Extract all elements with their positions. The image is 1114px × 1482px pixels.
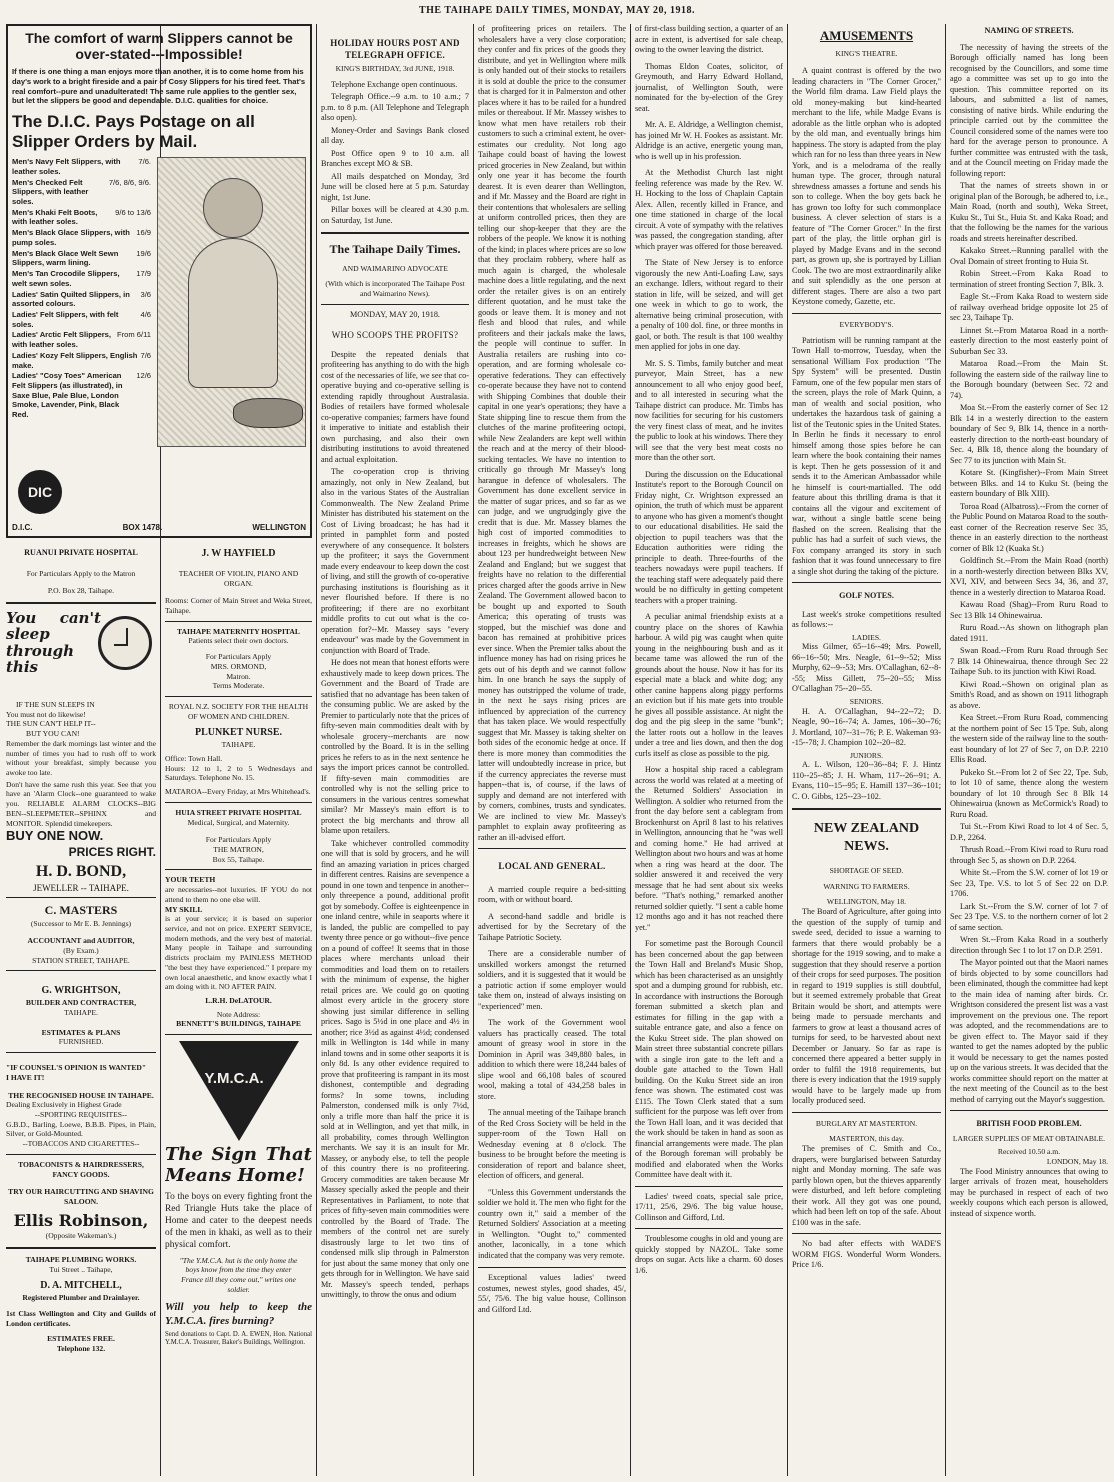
dic-item-price: 4/6 bbox=[140, 309, 152, 319]
plunket-title: PLUNKET NURSE. bbox=[194, 727, 283, 739]
counsel-l2: I HAVE IT! bbox=[6, 1072, 45, 1082]
column-7 bbox=[950, 24, 1108, 1478]
teeth-addr1: Note Address: bbox=[216, 1009, 261, 1019]
dic-item-price: 12/6 bbox=[136, 371, 152, 381]
section-sale-notice: of first-class building section, a quarter of an acre in extent, is advertised for sale cheap, owing to the owner leaving the district. bbox=[635, 24, 783, 54]
street-definition: Kakako Street.--Running parallel with the Oval Domain of street fronting to Huia St. bbox=[950, 246, 1108, 266]
editorial-p3: He does not mean that honest efforts were exhaustively made to keep down prices. The Government and the Board of Trade are satisfied that no advantage has been taken of the consuming public. We are asked by the Premier to particularly note that the prices of fifty-seven main commodities dealt with by wholesale grocery--merchants are now controlled by the Board. It is in the selling prices he refers to as in the next sentence he says the import prices cannot be controlled. If fifty-seven main commodities are controlled why is not the selling price to consumers in the various centres somewhat similar? Mr Massey's main effort is to protect the big merchants and throw all blame upon retailers. bbox=[321, 658, 469, 836]
local-general-item: A married couple require a bed-sitting room, with or without board. bbox=[478, 884, 626, 905]
teeth-l1: YOUR TEETH bbox=[165, 875, 216, 885]
robinson-l4: G.B.D., Barling, Loewe, B.B.B. Pipes, in Plain, Silver, or Gold-Mounted. bbox=[6, 1119, 156, 1139]
dic-item-price: From 6/11 bbox=[116, 330, 152, 340]
dic-item-price: 16/9 bbox=[136, 228, 152, 238]
dic-item-name: Men's Black Glace Welt Sewn Slippers, warm lining. bbox=[12, 248, 119, 268]
wrighton-l2: TAIHAPE. bbox=[64, 1008, 98, 1017]
column-rule bbox=[316, 24, 317, 1476]
dic-footer-name: D.I.C. bbox=[12, 522, 33, 532]
column-6 bbox=[792, 24, 941, 1478]
ymca-quote: "The Y.M.C.A. hut is the only home the boys know from the time they enter France till they come out," writes one soldier. bbox=[179, 1255, 298, 1294]
robinson-l6: TOBACONISTS & HAIRDRESSERS, FANCY GOODS. bbox=[18, 1159, 144, 1179]
ymca-headline: The Sign That Means Home! bbox=[165, 1144, 312, 1186]
dic-item-price: 17/9 bbox=[136, 269, 152, 279]
column-1 bbox=[6, 548, 156, 1478]
plunket-l3: Office: Town Hall. bbox=[165, 753, 223, 763]
seed-dateline: WELLINGTON, May 18. bbox=[826, 897, 907, 907]
dic-price-list bbox=[12, 157, 151, 447]
holiday-line: Post Office open 9 to 10 a.m. all Branches except MO & SB. bbox=[321, 148, 469, 169]
dic-item-name: Men's Tan Crocodile Slippers, welt sewn soles. bbox=[12, 269, 120, 288]
local-general-list bbox=[478, 885, 626, 1262]
plumbing-l2: Tui Street .. Taihape, bbox=[49, 1264, 113, 1274]
local-news-item: Mr. A. E. Aldridge, a Wellington chemist, has joined Mr W. H. Fookes as assistant. Mr. Aldridge is an active, energetic young man, who is well up in his profession. bbox=[635, 120, 783, 161]
sleep-line3: THE SUN CAN'T HELP IT-- bbox=[6, 719, 96, 729]
masters-l2: (By Exam.) bbox=[63, 946, 99, 956]
plunket-l4: Hours: 12 to 1, 2 to 5 Wednesdays and Saturdays. Telephone No. 15. bbox=[165, 763, 312, 783]
street-definition: White St.--From the S.W. corner of lot 19 or Sec 23, Tpe. V.S. to lot 5 of Sec 22 on D.P. 1706. bbox=[950, 868, 1108, 898]
coat-ad: Ladies' tweed coats, special sale price, 17/11, 25/6, 29/6. The big value house, Collinson and Gifford, Ltd. bbox=[635, 1191, 783, 1222]
plunket-l5: MATAROA--Every Friday, at Mrs Whitehead's. bbox=[165, 787, 311, 797]
golf-title: GOLF NOTES. bbox=[839, 591, 894, 601]
sleep-line1: IF THE SUN SLEEPS IN bbox=[16, 699, 95, 709]
ymca-red-triangle-icon bbox=[179, 1041, 299, 1141]
street-definition: Lark St.--From the S.W. corner of lot 7 of Sec 23 Tpe. V.S. to the northern corner of lot 2 of same section. bbox=[950, 901, 1108, 932]
masters-succ: (Successor to Mr E. B. Jennings) bbox=[30, 918, 132, 928]
local-news-item: For sometime past the Borough Council has been concerned about the gap between the Town Hall and Breland's Music Shop, which has been characterised as an unsightly spot and a dumping ground for rubbish, etc. In accordance with instructions the Borough foreman submitted a sketch plan and estimates for filling in the gap with a suitable entrance gate, and also a fence on the Kuku Street side. The plan showed on Main street three substantial concrete pillars with a single iron gate to the left and a double gate attached to the Town Hall building. On the Kuku Street side an iron fence was shown. The estimated cost was £115. The Town Clerk stated that a sum sufficient for the purpose was left over from the Town Hall loan, and it was decided that the work should be taken in hand as soon as financial arrangements were made. The plan of the Borough foreman will probably be modified and elaborated when the Works Committee have dealt with it. bbox=[635, 939, 783, 1179]
burglary-title: BURGLARY AT MASTERTON. bbox=[815, 1118, 918, 1128]
kings-theatre: KING'S THEATRE. bbox=[835, 48, 898, 58]
plumbing-l5: ESTIMATES FREE. bbox=[47, 1334, 115, 1344]
sleep-line4: BUT YOU CAN! bbox=[26, 729, 80, 739]
editorial-continued: of profiteering prices on retailers. The wholesalers have a very close corporation; they confer and fix prices of the goods they distribute, and yet in Wellington where milk is only handed out of their stocks to retailers it is sold at double the price to the consumer that is charged for it in Palmerston and other places where it has to be railed for a hundred miles or thereabout. If Mr. Massey wishes to know what men have retailers rob their customers to such a criminal extent, he over-estimates our credulity. Not long ago Taihape could boast of having the lowest priced groceries in New Zealand, but within only one year it has become the fourth dearest. It is even dearer than Wellington, and if Mr. Massey and the Board are right in their contentions that wholesalers are selling at uniform controlled prices, then they are telling our shop-keeper that they are the robbers of the people. We know it is nothing of the kind; in places where prices are so low that they proclaim robbery, where half as much again is charged, the wholesale machine does a little regulating, and the next order the retailer gives is on an entirely different quotation, and he must take the goods or leave them. It is money and not flesh and blood that rules, and while profiteers and their jackals make the laws, the people will continue to suffer. In Australia retailers are rushing into co-operation, and are forming wholesale co-operative federations. They can effectively co-operate because they have not to contend with Shipping Combines that double their capital in one year's operations; they have a State shipping line to rescue them from the clutches of the marine profiteering octopi, while New Zealanders are kept well within the reach and at the mercy of their blood-sucking tentacles. We have no intention to critically go through Mr Massey's long harangue in defence of wholesalers. The Government has done excellent service in the matter of sugar prices, and so far as we can judge, and we ungrudgingly give the credit that is due. Mr. Massey blames the high cost of imported commodities to increases in freights, which he shows are about 123 per hundredweight between New Zealand and England; but we suggest that freights have no relation to the differential prices charged after the goods arrive in New Zealand. The Government allowed bacon to be bought up and exported to South America; this operating of trusts was stopped, but the mischief was done and bacon has remained at prohibitive prices ever since. When the Premier talks about the influence money has had on rising prices he gets out of his depth and we cannot follow him. In one branch he says the supply of money has outstripped the volume of trade, in the next he says rising prices are influenced by appreciation of the currency that has taken place. We would respectfully suggest that Mr. Massey is taking shelter on both sides of the economic hedge at once. If there is more money than commodities the latter will undoubtedly increase in price, but if the currency appreciates the reverse must happen--that is, of course, if the laws of supply and demand are not interfered with by corners, combines, trusts and syndicates. We are inclined to view Mr. Massey's pamphlet to explain away profiteering as rather an ill-advised effort. bbox=[478, 24, 626, 842]
dic-price-item bbox=[12, 178, 151, 207]
dic-intro: If there is one thing a man enjoys more than another, it is to come home from his day's work to a bright fireside and a pair of Cosy Slippers for his tired feet. That's real comfort--pure and unadulterated! The same rule applies to the gentler sex, but let the slippers be good and dependable. D.I.C. qualities for choice. bbox=[12, 67, 306, 106]
street-definition: Swan Road.--From Ruru Road through Sec 7 Blk 14 Ohinewairua, thence through Sec 22 Taihape Sub. to its junction with Kiwi Road. bbox=[950, 646, 1108, 676]
maternity-l4: Matron. bbox=[226, 671, 251, 681]
food-title: BRITISH FOOD PROBLEM. bbox=[976, 1119, 1082, 1128]
column-rule bbox=[945, 24, 946, 1476]
plumbing-l6: Telephone 132. bbox=[56, 1344, 106, 1354]
dic-item-name: Men's Navy Felt Slippers, with leather soles. bbox=[12, 157, 121, 176]
golf-seniors: H. A. O'Callaghan, 94--22--72; D. Neagle, 90--16--74; A. James, 106--30--76; J. Mortland, 107--31--76; P. E. Wakeman 93--15--78; J. Champion 102--20--82. bbox=[792, 706, 941, 747]
sleep-prices: PRICES RIGHT. bbox=[68, 844, 156, 859]
ymca-cta: Will you help to keep the Y.M.C.A. fires burning? bbox=[165, 1300, 312, 1327]
street-definition: Eagle St.--From Kaka Road to western side of railway overhead bridge opposite lot 25 of sec 23, Taihape Tp. bbox=[950, 292, 1108, 322]
streets-list bbox=[950, 246, 1108, 956]
dic-postage: The D.I.C. Pays Postage on all Slipper Orders by Mail. bbox=[12, 112, 255, 151]
editorial-p4: Take whichever controlled commodity one will that is sold by grocers, and he will find an amazing variation in prices charged in different centres. Raisins are sevenpence a pound in one town and tenpence in another--only threepence a pound, additional profit got by somebody. Coffee is eighteenpence in one inland centre, while in seaports where it is landed, the public are compelled to pay twenty three pence or go without--five pence on a pound of coffee! It seems that in those places where merchants unload their commodities and load them on to retailers with the minimum of expense, the higher retail prices are. We could go on quoting almost every article in the grocery store showing just similar difference in selling prices. Sago is 5½d in one place and 4½ in another; rice 3½d as against 4½d; condensed milk in Wellington is 14d while in many inland towns and in some other seaports it is only 8d. Is any other evidence required to prove that profiteering is rampant in its most dishonest, contemptible and degrading forms? In some towns, including Palmerston, condensed milk is only 7½d, only a trifle more than half the price it is sold at in Wellington, and yet that milk, in all probability, comes through Wellington merchants. We say it is an insult for Mr. Massey, or anybody else, to tell the people of this country there is no profiteering. Grocery commodities are taken because Mr Massey specially asked the people and their Representatives in Parliament, to note that prices of fifty-seven main commodities were controlled by the Board of Trade. The members of the control net are surely disastrously large to let two tins of condensed milk slip through in Palmerston for just about the same money that only one gets through for in Wellington. We have said Mr. Massey's speech tended, perhaps unwittingly, to throw the onus and odium bbox=[321, 838, 469, 1300]
paper-title: The Taihape Daily Times. bbox=[329, 242, 461, 257]
col5-local-items bbox=[635, 62, 783, 1181]
food-dateline: LONDON, May 18. bbox=[1046, 1156, 1108, 1166]
seed-sub: WARNING TO FARMERS. bbox=[823, 881, 910, 891]
local-news-item: The State of New Jersey is to enforce vigorously the new Anti-Loafing Law, says an exchange. Idlers, without regard to their station in life, will be seized, and will get one week in which to go to work, the alternative being criminal prosecution, with a penalty of 100 dol. fine, or three months in gaol, or both. The result is that 100 wealthy men applied for jobs in one day. bbox=[635, 258, 783, 351]
paper-sub: AND WAIMARINO ADVOCATE bbox=[342, 263, 448, 273]
local-general-title: LOCAL AND GENERAL. bbox=[498, 861, 606, 871]
street-definition: Kotare St. (Kingfisher)--From Main Street between Blks. and 14 to Kuku St. (being the eastern boundary of Blk XIII). bbox=[950, 468, 1108, 498]
costume-ad: Exceptional values ladies' tweed costumes, newest styles, good shades, 45/, 55/, 75/6. The big value house, Collinson and Gilford Ltd. bbox=[478, 1273, 626, 1314]
sleep-line2: You must not do likewise! bbox=[6, 709, 86, 719]
dic-logo: DIC bbox=[18, 470, 62, 514]
golf-ladies-heading: LADIES. bbox=[852, 632, 881, 642]
streets-closing: The Mayor pointed out that the Maori names of birds objected to by some councillors had been eliminated, though the committee had kept to the main idea of naming after birds. Cr. Wrightson considered the present list was a vast improvement on the previous one. The report was adopted, and the recommendations are to be given effect to. The Mayor said if they wanted to get the names adopted by the public it would be necessary to get the names posted up on the various streets. It was decided that the works committee should report on the matter at the next meeting of the Council as to the best method of carrying out the Mayor's suggestion. bbox=[950, 958, 1108, 1104]
street-definition: Robin Street.--From Kaka Road to termination of street fronting Section 7, Blk. 3. bbox=[950, 269, 1108, 289]
golf-intro: Last week's stroke competitions resulted as follows:-- bbox=[792, 609, 941, 630]
ymca-triangle-text: Y.M.C.A. bbox=[204, 1070, 264, 1088]
nazol-ad: Troublesome coughs in old and young are quickly stopped by NAZOL. Take some drops on sugar. Acts like a charm. 60 doses 1/6. bbox=[635, 1234, 783, 1275]
masters-name: C. MASTERS bbox=[44, 903, 118, 918]
sleep-script: You can't sleep through this bbox=[6, 608, 101, 677]
local-news-item: At the Methodist Church last night feeling reference was made by the Rev. W. H. Hocking to the loss of Chaplain Captain Alex. Allen, recently killed in France, and one time stationed in charge of the local circuit. A vote of sympathy with the relatives was passed, the congregation standing, after which prayer was offered for those bereaved. bbox=[635, 168, 783, 251]
huia-l2: For Particulars Apply bbox=[205, 835, 272, 845]
dic-item-name: Ladies' Satin Quilted Slippers, in assorted colours. bbox=[12, 289, 130, 309]
teeth-addr2: BENNETT'S BUILDINGS, TAIHAPE bbox=[176, 1019, 301, 1029]
wrighton-l4: FURNISHED. bbox=[58, 1037, 104, 1047]
dic-item-name: Men's Black Glace Slippers, with pump soles. bbox=[12, 228, 130, 247]
column-rule bbox=[473, 24, 474, 1476]
editorial-p2: The co-operation crop is thriving amazingly, not only in New Zealand, but also in the various States of the Australian Commonwealth. The New Zealand Prime Minister has distributed his statement on the Cost of Living broadcast; he has had it printed in pamphlet form and posted everywhere of any consequence. It bolsters up the profiteer; it says the Government made every endeavour to keep down the cost of living, and still the growth of co-operative purchasing institutions is flourishing as it never flourished before. If there is no profiteering; if there are no exorbitant middle profits to cut out what is the co-operation for?--Mr. Massey says "every endeavour" was made by the Government in conjunction with Board of Trade. bbox=[321, 467, 469, 655]
column-4 bbox=[478, 24, 626, 1478]
plumbing-l4: 1st Class Wellington and City and Guilds of London certificates. bbox=[6, 1308, 156, 1328]
sleep-buy: BUY ONE NOW. bbox=[6, 828, 104, 844]
maternity-title: TAIHAPE MATERNITY HOSPITAL bbox=[177, 626, 300, 636]
huia-title: HUIA STREET PRIVATE HOSPITAL bbox=[175, 807, 302, 817]
food-received: Received 10.50 a.m. bbox=[997, 1147, 1061, 1157]
dic-item-name: Men's Khaki Felt Boots, with leather soles. bbox=[12, 207, 98, 227]
golf-juniors: A. L. Wilson, 120--36--84; F. J. Hintz 110--25--85; J. H. Wham, 117--26--91; A. Evans, 110--15--95; E. Hamill 137--36--101; C. O. Gibbs, 125--23--102. bbox=[792, 760, 941, 801]
streets-intro2: That the names of streets shown in or original plan of the Borough, be adhered to, i.e., Main Road, (north and south), Weka Street, Kuku St., Tui St., Huia St. and Kaka Road; and that the following be the names for the various roads and streets hereinafter described. bbox=[950, 181, 1108, 243]
local-news-item: Mr. S. S. Timbs, family butcher and meat purveyor, Main Street, has a new announcement to all who enjoy good beef, and to all interested in securing what the Taihape district can produce. Mr. Timbs has now facilities for securing for his customers the very finest class of meat, and he invites the public to look at his windows. There they will see that the very best meat costs no more than the other sort. bbox=[635, 358, 783, 462]
editorial-p1: Despite the repeated denials that profiteering has anything to do with the high cost of the necessaries of life, we see that co-operative buying and co-operative selling is extending rapidly throughout Australasia. Bodies of retailers have formed wholesale co-operative companies; farmers have found it imperative to initiate and establish their own purchasing, and also their own distributing institutions to avoid threatened and actual exploitation. bbox=[321, 349, 469, 464]
paper-note: (With which is incorporated The Taihape Post and Waimarino News). bbox=[325, 279, 465, 299]
masters-l3: STATION STREET, TAIHAPE. bbox=[32, 955, 130, 965]
seed-body: The Board of Agriculture, after going into the question of the supply of turnip and swede seed, decided to issue a warning to farmers that there would probably be a shortage for the 1919 sowing, and to make a suggestion that they should reserve a portion of their crops for seed purposes. The position in regard to 1919 supplies is still doubtful, but it seemed extremely probable that Great Britain would be short, and attempts were being made to persuade merchants and farmers to grow at least a thousand acres of turnips for seed, to be harvested about next December or January. So far as rape is concerned there appeared a better supply in order to fulfil the 1918 requirements, but there is every indication that the 1919 supply would have to be largely made up from locally produced seed. bbox=[792, 907, 941, 1106]
plunket-l1: ROYAL N.Z. SOCIETY FOR THE HEALTH OF WOMEN AND CHILDREN. bbox=[168, 701, 309, 721]
column-5 bbox=[635, 24, 783, 1478]
robinson-name: Ellis Robinson, bbox=[13, 1210, 149, 1230]
dic-headline: The comfort of warm Slippers cannot be over-stated---Impossible! bbox=[25, 30, 293, 63]
kings-body: A quaint contrast is offered by the two leading characters in "The Corner Grocer," the World film drama. Law Field plays the old money-making but kind-hearted merchant to the life, while Madge Evans is adorable as the little orphan who is adopted by the old man, and eventually brings him happiness. The story is adapted from the play which ran for no less than three years in New York, and is a melodrama of the really human type. The grocer, through natural shrewdness amasses a fortune and sends his son to college. When the boy gets back he has grown too lofty for such commonplace business. A clever selection of stars is a feature of "The Corner Grocer." In the first part of the play, the little orphan girl is played by Madge Evans and in the second part, as grown up, she is portrayed by Lillian Cook. The two are most extraordinarily alike and suit splendidly as the one person at different stages. There are also a two part Keystone comedy, Gazette, etc. bbox=[792, 66, 941, 307]
street-definition: Linnet St.--From Mataroa Road in a north-easterly direction to the most easterly point of Suburban Sec 33. bbox=[950, 325, 1108, 356]
street-definition: Goldfinch St.--From the Main Road (north) in a north-westerly direction between Blks XV, XVI, XIV, and between Secs 34, 36, and 37, thence in a westerly direction to Mataroa Road. bbox=[950, 556, 1108, 597]
robinson-l1: THE RECOGNISED HOUSE IN TAIHAPE. bbox=[8, 1090, 154, 1100]
local-news-item: How a hospital ship raced a cablegram across the world was related at a meeting of the Returned Soldiers' Association in Wellington. A soldier who returned from the front the day before sent a cablegram from Brockenhurst on April 8 last to his relatives in Wellington, announcing that he "was well and coming home." He had arrived at Wellington about two hours and was at home when a ring was heard at the door. The soldier answered it and received the very message that he had sent about six weeks before. "That's nothing," remarked another returned soldier quietly. "I sent a cable home 12 months ago and it has not reached there yet." bbox=[635, 765, 783, 932]
local-general-item: A second-hand saddle and bridle is advertised for by the Secretary of the Taihape Patriotic Society. bbox=[478, 911, 626, 942]
ruanui-line2: P.O. Box 28, Taihape. bbox=[47, 586, 115, 596]
local-news-item: During the discussion on the Educational Institute's report to the Borough Council on Friday night, Cr. Wrightson expressed an opinion, the truth of which must be apparent to anyone who has given a moment's thought to our educational disabilities. He said the objection to pupil teachers was that the Education authorities were riding the principle to death. Three-fourths of the teachers nowadays were pupil teachers. If the teaching staff were adequately paid there would be no difficulty in getting competent teachers with a proper training. bbox=[635, 469, 783, 605]
dic-item-name: Ladies' Kozy Felt Slippers, English make. bbox=[12, 350, 138, 370]
dic-item-name: Ladies' "Cosy Toes" American Felt Slippers (as illustrated), in Saxe Blue, Pale Blue, London Smoke, Lavender, Pink, Black Red. bbox=[12, 371, 123, 420]
teeth-l2: are necessaries--not luxuries. IF YOU do not attend to them no one else will. bbox=[165, 885, 312, 904]
huia-l1: Medical, Surgical, and Maternity. bbox=[187, 817, 290, 827]
food-sub: LARGER SUPPLIES OF MEAT OBTAINABLE. bbox=[952, 1133, 1106, 1143]
plunket-l2: TAIHAPE. bbox=[221, 740, 256, 750]
robinson-l7: TRY OUR HAIRCUTTING AND SHAVING SALOON. bbox=[8, 1187, 154, 1207]
golf-ladies: Miss Gilmer, 65--16--49; Mrs. Powell, 66--16--50; Mrs. Neagle, 61--9--52; Miss Murphy, 62--9--53; Mrs. O'Callaghan, 62--8--55; Miss Gillett, 75--20--55; Miss O'Callaghan 75--20--55. bbox=[792, 642, 941, 694]
golf-juniors-heading: JUNIORS. bbox=[849, 750, 884, 760]
amusements-title: AMUSEMENTS bbox=[819, 28, 914, 43]
masthead: THE TAIHAPE DAILY TIMES, MONDAY, MAY 20, 1918. bbox=[418, 5, 696, 16]
paper-date: MONDAY, MAY 20, 1918. bbox=[350, 309, 440, 319]
bond-name: H. D. BOND, bbox=[35, 863, 127, 881]
wrighton-l3: ESTIMATES & PLANS bbox=[41, 1027, 121, 1037]
masters-l1: ACCOUNTANT and AUDITOR, bbox=[27, 936, 135, 946]
nz-news-title: NEW ZEALAND NEWS. bbox=[813, 821, 920, 855]
local-general-item: There are a considerable number of unskilled workers amongst the returned soldiers, and it is suggested that it would be a patriotic action if some employer would take them on, instead of always insisting on "experienced" men. bbox=[478, 949, 626, 1011]
dic-item-price: 7/6, 8/6, 9/6. bbox=[108, 177, 152, 187]
holiday-line: Telegraph Office.--9 a.m. to 10 a.m.; 7 p.m. to 8 p.m. (All Telephone and Telegraph also open). bbox=[321, 92, 469, 123]
dic-price-item bbox=[12, 157, 151, 176]
hayfield-rooms: Rooms: Corner of Main Street and Weka Street, Taihape. bbox=[165, 596, 312, 615]
local-news-item: Thomas Eldon Coates, solicitor, of Greymouth, and Harry Edward Holland, journalist, of Wellington South, were nominated for the by-election of the Grey seat. bbox=[635, 61, 783, 113]
editorial-title: WHO SCOOPS THE PROFITS? bbox=[331, 330, 459, 341]
teeth-l3: MY SKILL bbox=[165, 904, 203, 914]
holiday-lines bbox=[321, 80, 469, 227]
counsel-l1: "IF COUNSEL'S OPINION IS WANTED" bbox=[6, 1063, 147, 1073]
column-3 bbox=[321, 24, 469, 1478]
burglary-dateline: MASTERTON, this day. bbox=[829, 1134, 904, 1144]
local-general-item: The annual meeting of the Taihape branch of the Red Cross Society will be held in the supper-room of the Town Hall on Wednesday evening at 8 o'clock. The business to be brought before the meeting is consideration of report and balance sheet, election of officers, and general. bbox=[478, 1108, 626, 1181]
huia-l4: Box 55, Taihape. bbox=[212, 854, 265, 864]
street-definition: Kea Street.--From Ruru Road, commencing at the northern point of Sec 15 Tpe. Sub, along the western side of the railway line to the south-east boundary of lot 27 of Sec 7, on D.P. 2210 Ellis Road. bbox=[950, 713, 1108, 764]
street-definition: Wren St.--From Kaka Road in a southerly direction through Sec 1 to lot 17 on D.P. 2591. bbox=[950, 935, 1108, 955]
dic-price-item bbox=[12, 330, 151, 349]
teeth-body: is at your service; it is based on superior service, and not on price. EXPERT SERVICE, modern methods, and the very best of material. Many people in Taihape and surrounding districts proclaim my PAINLESS METHOD "the best they have experienced." I prepare my own local anaesthetic, and know exactly what I am doing with it. NO AFTER PAIN. bbox=[165, 914, 312, 992]
ruanui-line1: For Particulars Apply to the Matron bbox=[26, 568, 136, 578]
robinson-l2: Dealing Exclusively in Highest Grade bbox=[6, 1100, 122, 1110]
dic-item-price: 3/6 bbox=[140, 289, 152, 299]
dic-footer-box: BOX 1478. bbox=[122, 522, 163, 532]
holiday-line: All mails despatched on Monday, 3rd June will be closed here at 5 p.m. Saturday night, 1st June. bbox=[321, 171, 469, 202]
local-news-item: A peculiar animal friendship exists at a country place on the shores of Kawhia harbour. A wild pig was caught when quite young in the neighbouring bush and as it became tame was allowed the run of the grounds about the house. Now it has for its especial mate a black and white dog; any other canine happens along piggy performs an eviction but if his mate gets into trouble he gives all possible assistance. At night the dog and the pig sleep in the same "bunk"; the latter roots out a hollow in the leaves under a tree and lies down, and then the dog curls itself as close as possible to the pig. bbox=[635, 612, 783, 758]
holiday-sub: KING'S BIRTHDAY, 3rd JUNE, 1918. bbox=[335, 64, 455, 74]
holiday-line: Money-Order and Savings Bank closed all day. bbox=[321, 125, 469, 146]
plumbing-l3: Registered Plumber and Drainlayer. bbox=[22, 1293, 140, 1303]
streets-title: NAMING OF STREETS. bbox=[984, 26, 1074, 35]
dic-price-item bbox=[12, 228, 151, 247]
holiday-title: HOLIDAY HOURS POST AND TELEGRAPH OFFICE. bbox=[330, 38, 460, 60]
maternity-l5: Terms Moderate. bbox=[212, 681, 265, 691]
street-definition: Toroa Road (Albatross).--From the corner of the Public Pound on Mataroa Road to the south-east corner of the Recreation reserve Sec 35, thence in an easterly direction to the northeast corner of Blk 12 (Kuaka St.) bbox=[950, 501, 1108, 553]
dic-price-item bbox=[12, 290, 151, 309]
sleep-body: Remember the dark mornings last winter and the number of times you had to rush off to work without your breakfast, simply because you awoke too late. bbox=[6, 738, 156, 777]
dic-price-item bbox=[12, 351, 151, 370]
street-definition: Moa St.--From the easterly corner of Sec 12 Blk 14 in a westerly direction to the eastern boundary of Sec 9, Blk 14, thence in a north-easterly direction to the north-east boundary of Sec. 4, Blk 18, thence along the boundary of Sec 77 to its junction with Main St. bbox=[950, 403, 1108, 465]
robinson-l3: --SPORTING REQUISITES-- bbox=[34, 1110, 128, 1120]
worm-figs-ad: No bad after effects with WADE'S WORM FIGS. Wonderful Worm Wonders. Price 1/6. bbox=[792, 1239, 941, 1270]
column-2 bbox=[165, 548, 312, 1478]
dic-price-item bbox=[12, 249, 151, 268]
street-definition: Kiwi Road.--Shown on original plan as Smith's Road, and as shown on 1911 lithograph as above. bbox=[950, 679, 1108, 710]
dic-price-item bbox=[12, 310, 151, 329]
golf-seniors-heading: SENIORS. bbox=[849, 696, 884, 706]
street-definition: Kawau Road (Shag)--From Ruru Road to Sec 13 Blk 14 Ohinewairua. bbox=[950, 600, 1108, 620]
dic-item-price: 19/6 bbox=[136, 248, 152, 258]
wrighton-name: G. WRIGHTSON, bbox=[41, 985, 121, 997]
burglary-body: The premises of C. Smith and Co., drapers, were burglarised between Saturday night and Monday morning. The safe was partly blown open, but the thieves apparently were disturbed, and left before completing their work. All they got was one pound, which had been left on top of the safe. About £100 was in the safe. bbox=[792, 1144, 941, 1227]
maternity-l1: Patients select their own doctors. bbox=[188, 636, 289, 646]
dic-item-name: Men's Checked Felt Slippers, with leather soles. bbox=[12, 177, 89, 207]
bond-role: JEWELLER -- TAIHAPE. bbox=[6, 883, 156, 899]
robinson-l5: --TOBACCOS AND CIGARETTES-- bbox=[22, 1139, 140, 1149]
dic-price-item bbox=[12, 208, 151, 227]
holiday-line: Pillar boxes will be cleared at 4.30 p.m. on Saturday, 1st June. bbox=[321, 205, 469, 225]
dic-price-item bbox=[12, 371, 151, 420]
dic-item-price: 9/6 to 13/6 bbox=[115, 207, 152, 217]
food-body: The Food Ministry announces that owing to larger arrivals of frozen meat, householders may be purchased in respect of each of two weekly coupons which each person is allowed, instead of sixpence worth. bbox=[950, 1166, 1108, 1218]
ymca-send: Send donations to Capt. D. A. EWEN, Hon. National Y.M.C.A. Treasurer, Baker's Buildings, Wellington. bbox=[165, 1330, 312, 1347]
street-definition: Tui St.--From Kiwi Road to lot 4 of Sec. 5, D.P., 2264. bbox=[950, 822, 1108, 842]
hayfield-name: J. W HAYFIELD bbox=[201, 548, 276, 559]
street-definition: Pukeko St.--From lot 2 of Sec 22, Tpe. Sub, to lot 10 of same, thence along the western boundary of lot 10 through Sec 8 Blk 14 Ohinewairua (known as McCormick's Road) to Ruru Road. bbox=[950, 767, 1108, 819]
street-definition: Ruru Road.--As shown on lithograph plan dated 1911. bbox=[950, 623, 1108, 643]
huia-l3: THE MATRON, bbox=[213, 844, 264, 854]
ruanui-title: RUANUI PRIVATE HOSPITAL bbox=[24, 548, 138, 557]
plumbing-l1: TAIHAPE PLUMBING WORKS. bbox=[25, 1254, 137, 1264]
local-general-item: The work of the Government wool valuers has practically ceased. The total amount of greasy wool in store in the Dominion in April was 349,880 bales, in addition to which there were 18,244 bales of slipe wool and 66,108 bales of scoured wool, making a total of 434,258 bales in store. bbox=[478, 1018, 626, 1101]
plumbing-name: D. A. MITCHELL, bbox=[40, 1280, 122, 1292]
local-general-item: "Unless this Government understands the soldier we hold it. The men who fight for the country own it," said a member of the Returned Soldiers' Association at a meeting in Wellington. "Ought to," commented another, laconically, in a tone which indicated that the company was very remote. bbox=[478, 1187, 626, 1260]
street-definition: Thrush Road.--From Kiwi road to Ruru road through Sec 5, as shown on D.P. 2264. bbox=[950, 845, 1108, 865]
robinson-sub: (Opposite Wakeman's.) bbox=[45, 1231, 117, 1241]
column-rule bbox=[787, 24, 788, 1476]
alarm-clock-illustration bbox=[6, 610, 156, 700]
dic-footer-city: WELLINGTON bbox=[252, 522, 306, 532]
maternity-l2: For Particulars Apply bbox=[205, 652, 272, 662]
teeth-sig: L.R.H. DeLATOUR. bbox=[205, 996, 272, 1006]
everybodys-title: EVERYBODY'S. bbox=[839, 319, 894, 329]
dic-slipper-ad bbox=[6, 24, 312, 544]
everybodys-body: Patriotism will be running rampant at the Town Hall to-morrow, Tuesday, when the sensational William Fox production "The Spy System" will be presented. Dustin Farnum, one of the few popular men stars of the screen, plays the role of Mark Quinn, a man of wealth and social position, who undertakes the hazardous task of gaining a list of the Teutonic spies in the United States. In Berlin he finds it necessary to enrol himself among those spies before he can learn where the book containing their names is kept. Then he gets possession of it and sends it to the American Ambassador while he himself is court-martialled. The odd feature about this thrilling drama is that it contains all the vigour and excitement of war, without a single battle scene being flashed on the screen. Realising that the public has had a surfeit of such views, the Fox company arranged its story in such fashion that it was found unnecessary to fire a single shot during the taking of the picture. bbox=[792, 335, 941, 576]
slipper-illustration bbox=[157, 157, 306, 447]
dic-item-price: 7/6. bbox=[138, 157, 152, 167]
streets-intro: The necessity of having the streets of the Borough officially named has long been recognised by the Councillors, and some time ago a committee was set up to go into the question. This committee reported on its labours, and submitted a list of names, consisting of native birds. While enduring the principle carried out by the committee the Council considered some of the names were too hard for the average person to pronounce. A further committee was entrusted with the task, and at the Council meeting on Friday made the following report: bbox=[950, 42, 1108, 178]
column-rule bbox=[630, 24, 631, 1476]
hayfield-role: TEACHER OF VIOLIN, PIANO AND ORGAN. bbox=[178, 568, 299, 588]
sleep-body2: Don't have the same rush this year. See that you have an 'Alarm Clock--one guaranteed to wake you. RELIABLE ALARM CLOCKS--BIG BEN--SLEEPMETER--SPHINX and MONITOR. Splendid timekeepers. bbox=[6, 779, 156, 828]
holiday-line: Telephone Exchange open continuous. bbox=[331, 79, 458, 89]
dic-item-price: 7/6 bbox=[140, 350, 152, 360]
wrighton-l1: BUILDER AND CONTRACTER, bbox=[25, 998, 137, 1008]
seed-title: SHORTAGE OF SEED. bbox=[829, 866, 904, 876]
ymca-body: To the boys on every fighting front the Red Triangle Huts take the place of Home and cater to the deepest needs of the men in khaki, as well as to their physical comfort. bbox=[165, 1191, 312, 1250]
street-definition: Mataroa Road.--From the Main St. following the eastern side of the railway line to the Borough boundary (between Sec. 72 and 74). bbox=[950, 359, 1108, 400]
maternity-l3: MRS. ORMOND, bbox=[210, 661, 267, 671]
dic-price-item bbox=[12, 269, 151, 288]
dic-item-name: Ladies' Arctic Felt Slippers, with leather soles. bbox=[12, 330, 112, 350]
dic-item-name: Ladies' Felt Slippers, with felt soles. bbox=[12, 309, 119, 329]
